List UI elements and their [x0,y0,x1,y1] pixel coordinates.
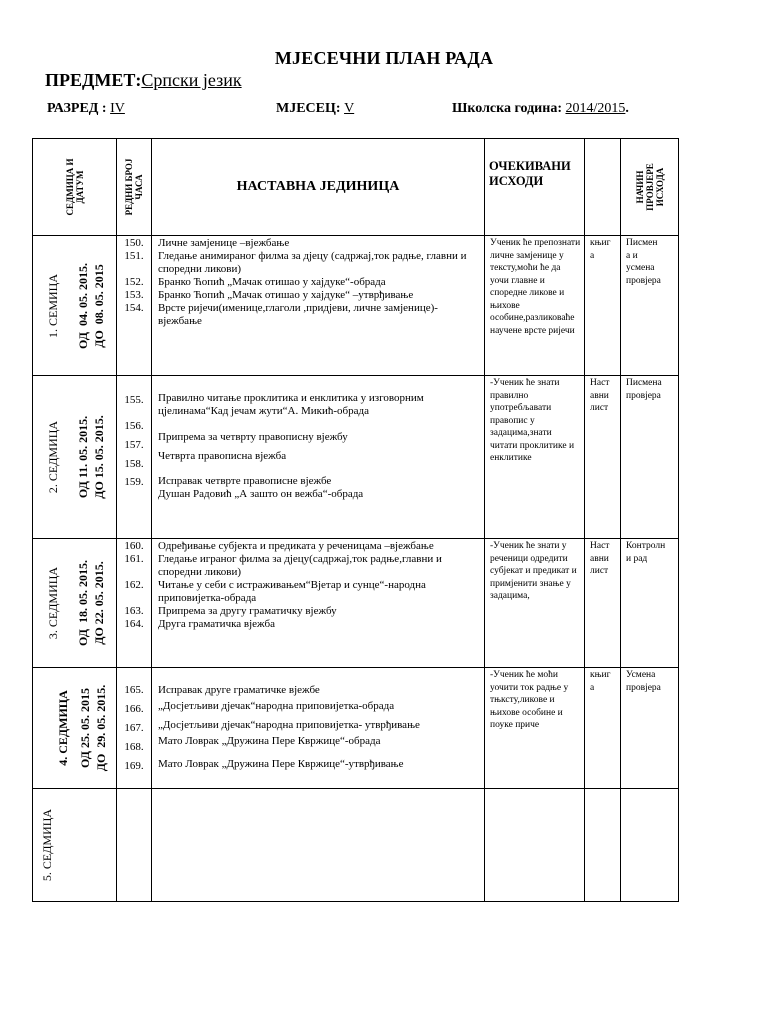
lesson-number [117,592,151,605]
grade-label: РАЗРЕД : [47,101,111,116]
week-label [55,690,71,766]
lesson-number [117,263,151,276]
teaching-unit: Гледање играног филма за дјецу(садржај,ток радње,главни и споредни ликови) [158,553,442,578]
week-dates: ОД 11. 05. 2015. ДО 15. 05. 2015. [76,415,106,499]
material-cell: књиг а [585,668,621,789]
week-label: 5. СЕДМИЦА [40,808,54,882]
week-label: 3. СЕДМИЦА [46,566,60,640]
teaching-units [152,376,485,539]
teaching-unit: Одређивање субјекта и предиката у реченицама –вјежбање [158,540,434,552]
teaching-unit: Читање у себи с истраживањем“Вјетар и сунце“-народна приповијетка-обрада [158,579,426,604]
lesson-numbers [117,789,152,902]
table-row [33,789,679,902]
table-row [33,236,679,376]
lesson-number: 154. [124,302,144,314]
lesson-number: 164. [124,618,144,630]
table-header-row [33,139,679,236]
expected-outcomes: Ученик ће препознати личне замјенице у тексту,моћи ће да уочи главне и споредне ликове и њихове особине,разликоваће научене врсте ријечи [485,236,585,376]
teaching-unit: Бранко Ћопић „Мачак отишао у хајдуке“-обрада [158,276,386,288]
table-row [33,539,679,668]
teaching-unit: Друга граматичка вјежба [158,618,275,630]
lesson-number: 159. [124,476,144,488]
header-check-method [621,139,679,236]
week-cell [33,236,117,376]
teaching-unit: Правилно читање проклитика и енклитика у изговорним цјелинама“Кад јечам жути“А. Микић-обрада [158,392,424,417]
teaching-unit: Душан Радовић „А зашто он вежба“-обрада [158,488,364,500]
lesson-number: 160. [124,540,144,552]
lesson-number: 163. [124,605,144,617]
teaching-unit: Врсте ријечи(именице,глаголи ,придјеви, личне замјенице)-вјежбање [158,302,438,327]
expected-outcomes [485,789,585,902]
header-teaching-unit: НАСТАВНА ЈЕДИНИЦА [152,139,485,236]
week-label-text: 4. СЕДМИЦА [56,690,70,766]
week-cell [33,376,117,539]
school-year-line [452,101,629,117]
monthly-plan-table [32,138,679,902]
material-cell: Наст авни лист [585,539,621,668]
header-week-date [33,139,117,236]
lesson-number: 150. [124,237,144,249]
teaching-unit: Гледање анимираног филма за дјецу (садржај,ток радње, главни и споредни ликови) [158,250,467,275]
lesson-number: 158. [124,458,144,470]
teaching-units [152,789,485,902]
table-row [33,376,679,539]
material-cell: Наст авни лист [585,376,621,539]
expected-outcomes: -Ученик ће знати правилно употребљавати правопис у задацима,знати читати проклитике и енклитике [485,376,585,539]
header-expected-outcomes: ОЧЕКИВАНИ ИСХОДИ [485,139,585,236]
lesson-number: 167. [124,722,144,734]
header-blank [585,139,621,236]
lesson-number: 166. [124,703,144,715]
grade-value: IV [110,101,125,116]
week-dates: ОД 04. 05. 2015. ДО 08. 05. 2015 [76,262,106,349]
lesson-number: 162. [124,579,144,591]
teaching-unit: Припрема за другу граматичку вјежбу [158,605,337,617]
lesson-number: 161. [124,553,144,565]
teaching-units [152,539,485,668]
week-label: 2. СЕДМИЦА [46,420,60,494]
teaching-unit: Бранко Ћопић „Мачак отишао у хајдуке“ –утврђивање [158,289,414,301]
lesson-number: 156. [124,420,144,432]
lesson-numbers [117,539,152,668]
week-dates: ОД 18. 05. 2015. ДО 22. 05. 2015. [76,560,106,646]
lesson-number: 168. [124,741,144,753]
material-cell [585,789,621,902]
school-year-label: Школска година: [452,101,566,116]
school-year-suffix: . [625,101,629,116]
lesson-number: 153. [124,289,144,301]
teaching-unit: Четврта правописна вјежба [158,450,287,462]
check-method: Писмен а и усмена провјера [621,236,679,376]
lesson-numbers [117,376,152,539]
teaching-unit: Исправак друге граматичке вјежбе [158,684,320,696]
week-label: 1. СЕМИЦА [46,273,60,338]
header-check-method-text: НАЧИН ПРОВЈЕРЕ ИСХОДА [634,163,665,211]
check-method: Усмена провјера [621,668,679,789]
teaching-units [152,668,485,789]
header-lesson-number [117,139,152,236]
lesson-numbers [117,668,152,789]
teaching-unit: Личне замјенице –вјежбање [158,237,290,249]
check-method: Писмена провјера [621,376,679,539]
subject-value: Српски језик [141,70,242,90]
teaching-unit: Исправак четврте правописне вјежбе [158,475,332,487]
week-cell [33,539,117,668]
expected-outcomes: -Ученик ће знати у реченици одредити субјекат и предикат и примјенити знање у задацима, [485,539,585,668]
check-method: Контролн и рад [621,539,679,668]
lesson-number [117,566,151,579]
lesson-number: 155. [124,394,144,406]
expected-outcomes: -Ученик ће моћи уочити ток радње у тњксту,ликове и њихове особине и поуке приче [485,668,585,789]
school-year-value: 2014/2015 [565,101,626,116]
week-cell [33,668,117,789]
teaching-unit: Мато Ловрак „Дружина Пере Квржице“-обрада [158,735,381,747]
subject-label: ПРЕДМЕТ: [45,70,142,90]
lesson-numbers [117,236,152,376]
teaching-unit: Мато Ловрак „Дружина Пере Квржице“-утврђивање [158,758,404,770]
month-value: V [344,101,355,116]
header-week-date-text: СЕДМИЦА И ДАТУМ [64,158,85,216]
lesson-number: 169. [124,760,144,772]
teaching-unit: „Досјетљиви дјечак“народна приповијетка- утврђивање [158,719,420,731]
week-cell [33,789,117,902]
teaching-unit: Припрема за четврту правописну вјежбу [158,431,348,443]
teaching-unit: „Досјетљиви дјечак“народна приповијетка-обрада [158,700,395,712]
page-title: МЈЕСЕЧНИ ПЛАН РАДА [274,48,494,68]
grade-line [47,101,125,117]
lesson-number: 151. [124,250,144,262]
header-lesson-number-text: РЕДНИ БРОЈ ЧАСА [124,158,144,216]
subject-line [45,70,242,91]
lesson-number: 165. [124,684,144,696]
table-row [33,668,679,789]
teaching-units [152,236,485,376]
month-line [276,101,354,117]
lesson-number: 152. [124,276,144,288]
check-method [621,789,679,902]
week-dates: ОД 25. 05. 2015 ДО 29. 05. 2015. [78,684,108,772]
lesson-number: 157. [124,439,144,451]
month-label: МЈЕСЕЦ: [276,101,345,116]
material-cell: књиг а [585,236,621,376]
